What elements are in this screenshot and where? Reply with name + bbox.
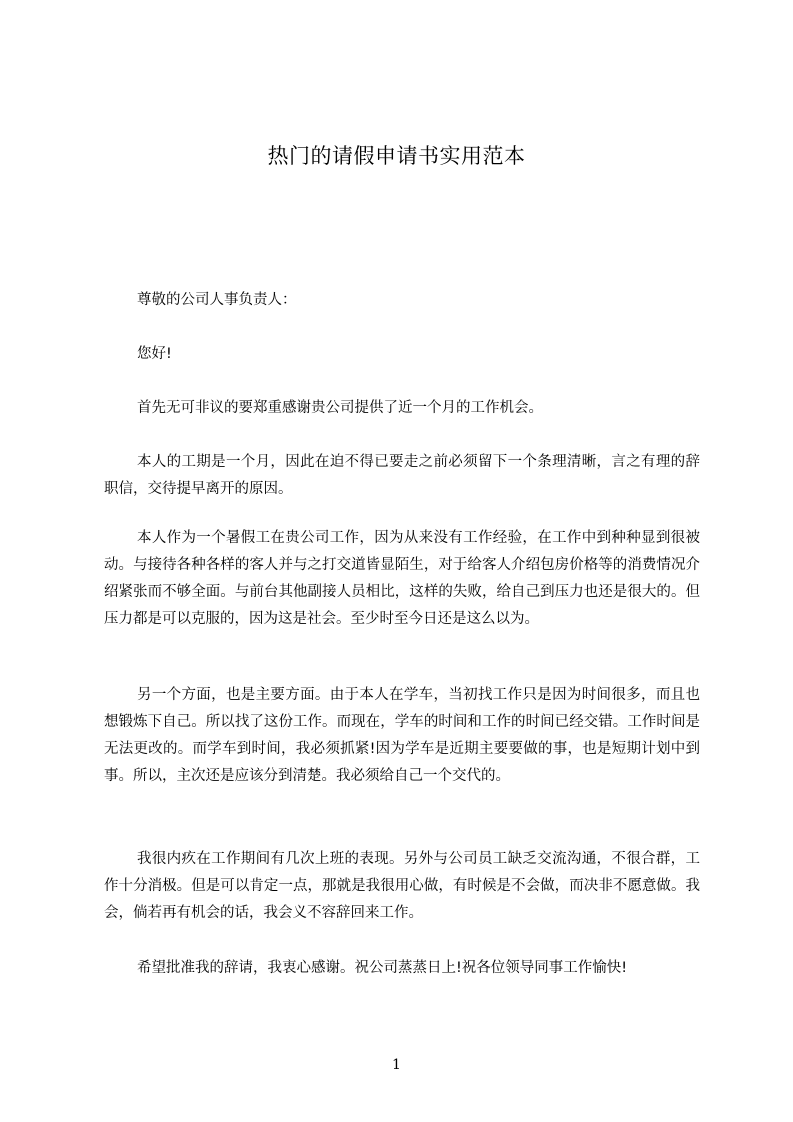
paragraph-apology: 我很内疚在工作期间有几次上班的表现。另外与公司员工缺乏交流沟通，不很合群，工作十分消极。但是可以肯定一点，那就是我很用心做，有时候是不会做，而决非不愿意做。我会，倘若再有机会的话，我会义不容辞回来工作。 [104,851,700,921]
greeting: 您好! [137,346,172,362]
page-number: 1 [392,1057,401,1073]
paragraph-thanks: 首先无可非议的要郑重感谢贵公司提供了近一个月的工作机会。 [137,400,543,416]
paragraph-driving-lessons: 另一个方面，也是主要方面。由于本人在学车，当初找工作只是因为时间很多，而且也想锻炼下自己。所以找了这份工作。而现在，学车的时间和工作的时间已经交错。工作时间是无法更改的。而学车到时间，我必须抓紧!因为学车是近期主要要做的事，也是短期计划中到事。所以，主次还是应该分到清楚。我必须给自己一个交代的。 [104,687,700,784]
paragraph-work-experience: 本人作为一个暑假工在贵公司工作，因为从来没有工作经验，在工作中到种种显到很被动。与接待各种各样的客人并与之打交道皆显陌生，对于给客人介绍包房价格等的消费情况介绍紧张而不够全面。与前台其他副接人员相比，这样的失败，给自己到压力也还是很大的。但压力都是可以克服的，因为这是社会。至少时至今日还是这么以为。 [104,530,700,627]
document-title: 热门的请假申请书实用范本 [267,144,526,168]
paragraph-work-period: 本人的工期是一个月，因此在迫不得已要走之前必须留下一个条理清晰，言之有理的辞职信，交待提早离开的原因。 [104,454,700,497]
paragraph-closing-wishes: 希望批准我的辞请，我衷心感谢。祝公司蒸蒸日上!祝各位领导同事工作愉快! [137,960,628,976]
salutation: 尊敬的公司人事负责人： [137,292,297,308]
